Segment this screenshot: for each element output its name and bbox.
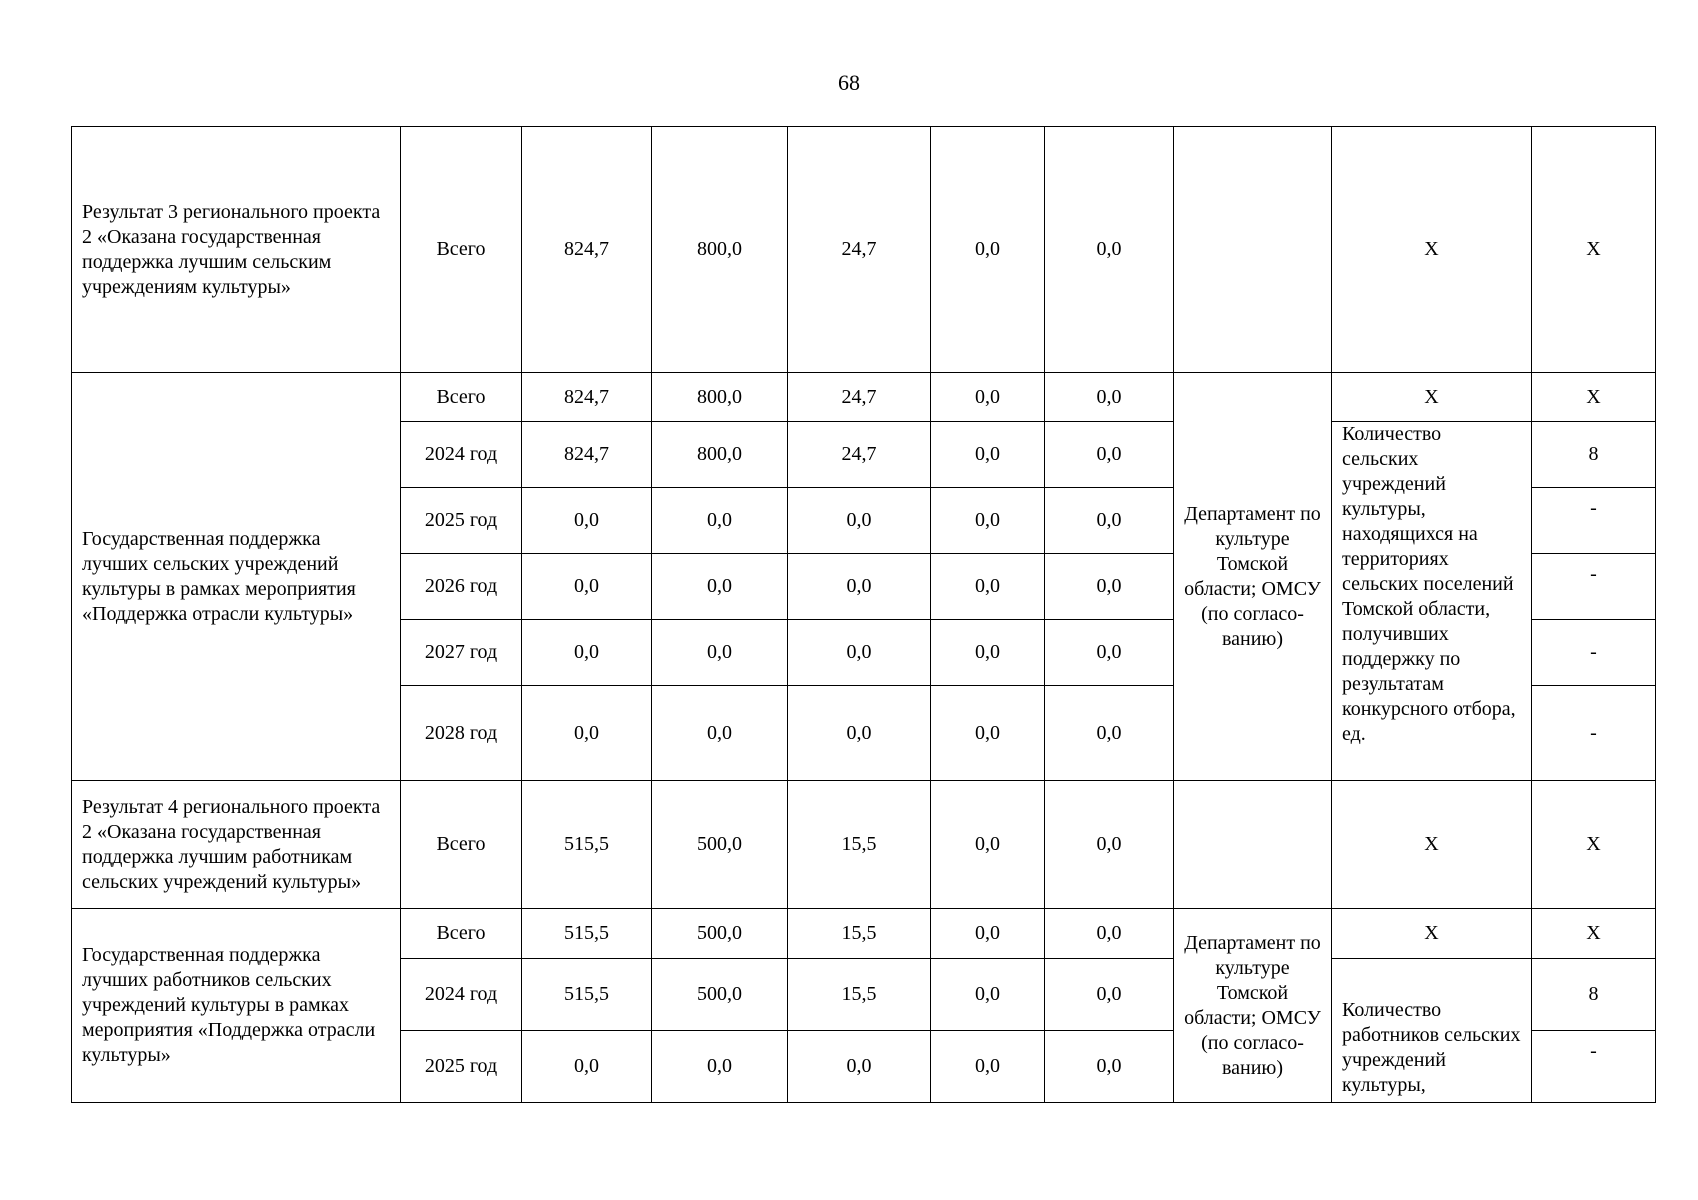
other-cell: 0,0 xyxy=(1045,488,1174,554)
regional-cell: 24,7 xyxy=(788,127,931,373)
regional-cell: 0,0 xyxy=(788,554,931,620)
executor-cell xyxy=(1174,781,1332,909)
regional-cell: 0,0 xyxy=(788,488,931,554)
result-name: Результат 3 регионального проекта 2 «Оказана государственная поддержка лучшим сельским учреждениям культуры» xyxy=(72,127,401,373)
regional-cell: 0,0 xyxy=(788,1031,931,1103)
total-cell: 0,0 xyxy=(522,554,652,620)
federal-cell: 0,0 xyxy=(652,488,788,554)
federal-cell: 500,0 xyxy=(652,781,788,909)
period-cell: Всего xyxy=(401,373,522,422)
indicator-label: Количество работников сельских учреждений культуры, xyxy=(1332,959,1532,1103)
measure-name: Государственная поддержка лучших работников сельских учреждений культуры в рамках мероприятия «Поддержка отрасли культуры» xyxy=(72,909,401,1103)
value-cell: 8 xyxy=(1532,959,1656,1031)
other-cell: 0,0 xyxy=(1045,422,1174,488)
total-cell: 515,5 xyxy=(522,909,652,959)
total-cell: 515,5 xyxy=(522,781,652,909)
local-cell: 0,0 xyxy=(931,554,1045,620)
table-row xyxy=(72,781,1656,909)
local-cell: 0,0 xyxy=(931,422,1045,488)
federal-cell: 800,0 xyxy=(652,422,788,488)
federal-cell: 0,0 xyxy=(652,686,788,781)
table-row xyxy=(72,373,1656,422)
period-cell: 2026 год xyxy=(401,554,522,620)
value-cell: X xyxy=(1532,127,1656,373)
total-cell: 515,5 xyxy=(522,959,652,1031)
value-cell: - xyxy=(1532,1031,1656,1103)
regional-cell: 0,0 xyxy=(788,686,931,781)
period-cell: 2024 год xyxy=(401,959,522,1031)
other-cell: 0,0 xyxy=(1045,686,1174,781)
total-cell: 0,0 xyxy=(522,686,652,781)
total-cell: 824,7 xyxy=(522,422,652,488)
federal-cell: 500,0 xyxy=(652,909,788,959)
local-cell: 0,0 xyxy=(931,1031,1045,1103)
local-cell: 0,0 xyxy=(931,620,1045,686)
regional-cell: 24,7 xyxy=(788,422,931,488)
result-name: Результат 4 регионального проекта 2 «Оказана государственная поддержка лучшим работникам сельских учреждений культуры» xyxy=(72,781,401,909)
period-cell: Всего xyxy=(401,909,522,959)
period-cell: 2027 год xyxy=(401,620,522,686)
regional-cell: 15,5 xyxy=(788,959,931,1031)
value-cell: - xyxy=(1532,554,1656,620)
period-cell: 2025 год xyxy=(401,1031,522,1103)
value-cell: 8 xyxy=(1532,422,1656,488)
indicator-label: Количество сельских учреждений культуры, находящихся на территориях сельских поселений Томской области, получивших поддержку по результатам конкурсного отбора, ед. xyxy=(1332,422,1532,781)
local-cell: 0,0 xyxy=(931,686,1045,781)
value-cell: - xyxy=(1532,488,1656,554)
indicator-cell: X xyxy=(1332,909,1532,959)
other-cell: 0,0 xyxy=(1045,909,1174,959)
other-cell: 0,0 xyxy=(1045,373,1174,422)
local-cell: 0,0 xyxy=(931,959,1045,1031)
indicator-cell: X xyxy=(1332,373,1532,422)
regional-cell: 24,7 xyxy=(788,373,931,422)
total-cell: 824,7 xyxy=(522,127,652,373)
regional-cell: 15,5 xyxy=(788,909,931,959)
other-cell: 0,0 xyxy=(1045,959,1174,1031)
regional-cell: 15,5 xyxy=(788,781,931,909)
total-cell: 0,0 xyxy=(522,1031,652,1103)
federal-cell: 0,0 xyxy=(652,620,788,686)
indicator-cell: X xyxy=(1332,127,1532,373)
other-cell: 0,0 xyxy=(1045,1031,1174,1103)
other-cell: 0,0 xyxy=(1045,620,1174,686)
other-cell: 0,0 xyxy=(1045,127,1174,373)
period-cell: Всего xyxy=(401,781,522,909)
period-cell: Всего xyxy=(401,127,522,373)
federal-cell: 0,0 xyxy=(652,1031,788,1103)
period-cell: 2025 год xyxy=(401,488,522,554)
regional-cell: 0,0 xyxy=(788,620,931,686)
value-cell: X xyxy=(1532,781,1656,909)
value-cell: - xyxy=(1532,620,1656,686)
table-row xyxy=(72,909,1656,959)
federal-cell: 0,0 xyxy=(652,554,788,620)
value-cell: X xyxy=(1532,373,1656,422)
executor-cell: Департамент по культуре Томской области; ОМСУ (по согласо-ванию) xyxy=(1174,373,1332,781)
federal-cell: 800,0 xyxy=(652,373,788,422)
federal-cell: 800,0 xyxy=(652,127,788,373)
value-cell: X xyxy=(1532,909,1656,959)
period-cell: 2028 год xyxy=(401,686,522,781)
local-cell: 0,0 xyxy=(931,488,1045,554)
other-cell: 0,0 xyxy=(1045,781,1174,909)
local-cell: 0,0 xyxy=(931,373,1045,422)
total-cell: 0,0 xyxy=(522,488,652,554)
value-cell: - xyxy=(1532,686,1656,781)
measure-name: Государственная поддержка лучших сельских учреждений культуры в рамках мероприятия «Поддержка отрасли культуры» xyxy=(72,373,401,781)
executor-cell: Департамент по культуре Томской области; ОМСУ (по согласо-ванию) xyxy=(1174,909,1332,1103)
executor-cell xyxy=(1174,127,1332,373)
total-cell: 0,0 xyxy=(522,620,652,686)
other-cell: 0,0 xyxy=(1045,554,1174,620)
page-number: 68 xyxy=(838,70,860,95)
indicator-cell: X xyxy=(1332,781,1532,909)
local-cell: 0,0 xyxy=(931,781,1045,909)
financing-table xyxy=(71,126,1656,1103)
local-cell: 0,0 xyxy=(931,909,1045,959)
local-cell: 0,0 xyxy=(931,127,1045,373)
federal-cell: 500,0 xyxy=(652,959,788,1031)
total-cell: 824,7 xyxy=(522,373,652,422)
period-cell: 2024 год xyxy=(401,422,522,488)
table-row xyxy=(72,127,1656,373)
